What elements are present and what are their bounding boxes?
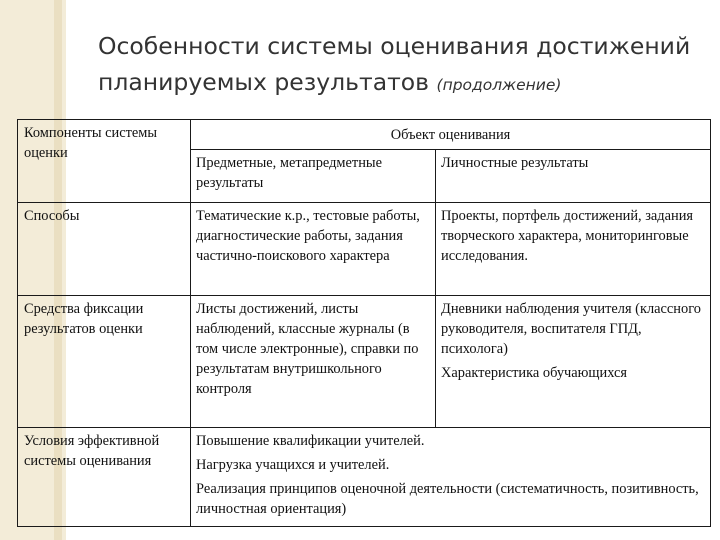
table-row — [18, 203, 711, 296]
slide-title — [98, 28, 708, 103]
condition-item: Нагрузка учащихся и учителей. — [196, 457, 390, 473]
row-recording-label: Средства фиксации результатов оценки — [18, 296, 191, 428]
table-header-row — [18, 120, 711, 150]
row-recording-subject: Листы достижений, листы наблюдений, классные журналы (в том числе электронные), справки по результатам внутришкольного контроля — [191, 296, 436, 428]
row-recording-personal — [436, 296, 711, 428]
table-row — [18, 428, 711, 527]
slide-title-line1: Особенности системы оценивания достижений — [98, 32, 691, 60]
header-object: Объект оценивания — [191, 120, 711, 150]
row-recording-personal-characteristic: Характеристика обучающихся — [441, 365, 627, 381]
table-row — [18, 296, 711, 428]
header-subject-results: Предметные, метапредметные результаты — [191, 150, 436, 203]
slide-title-line2 — [98, 64, 708, 103]
row-methods-label: Способы — [18, 203, 191, 296]
header-personal-results: Личностные результаты — [436, 150, 711, 203]
row-conditions-content — [191, 428, 711, 527]
condition-item: Реализация принципов оценочной деятельности (систематичность, позитивность, личностная ориентация) — [196, 481, 699, 517]
row-conditions-label: Условия эффективной системы оценивания — [18, 428, 191, 527]
header-components: Компоненты системы оценки — [18, 120, 191, 203]
assessment-table — [17, 119, 711, 527]
slide-subtitle: (продолжение) — [436, 76, 562, 94]
row-methods-subject: Тематические к.р., тестовые работы, диагностические работы, задания частично-поискового характера — [191, 203, 436, 296]
condition-item: Повышение квалификации учителей. — [196, 433, 425, 449]
row-methods-personal: Проекты, портфель достижений, задания творческого характера, мониторинговые исследования. — [436, 203, 711, 296]
slide-title-line2-text: планируемых результатов — [98, 68, 430, 96]
row-recording-personal-diaries: Дневники наблюдения учителя (классного руководителя, воспитателя ГПД, психолога) — [441, 301, 701, 357]
